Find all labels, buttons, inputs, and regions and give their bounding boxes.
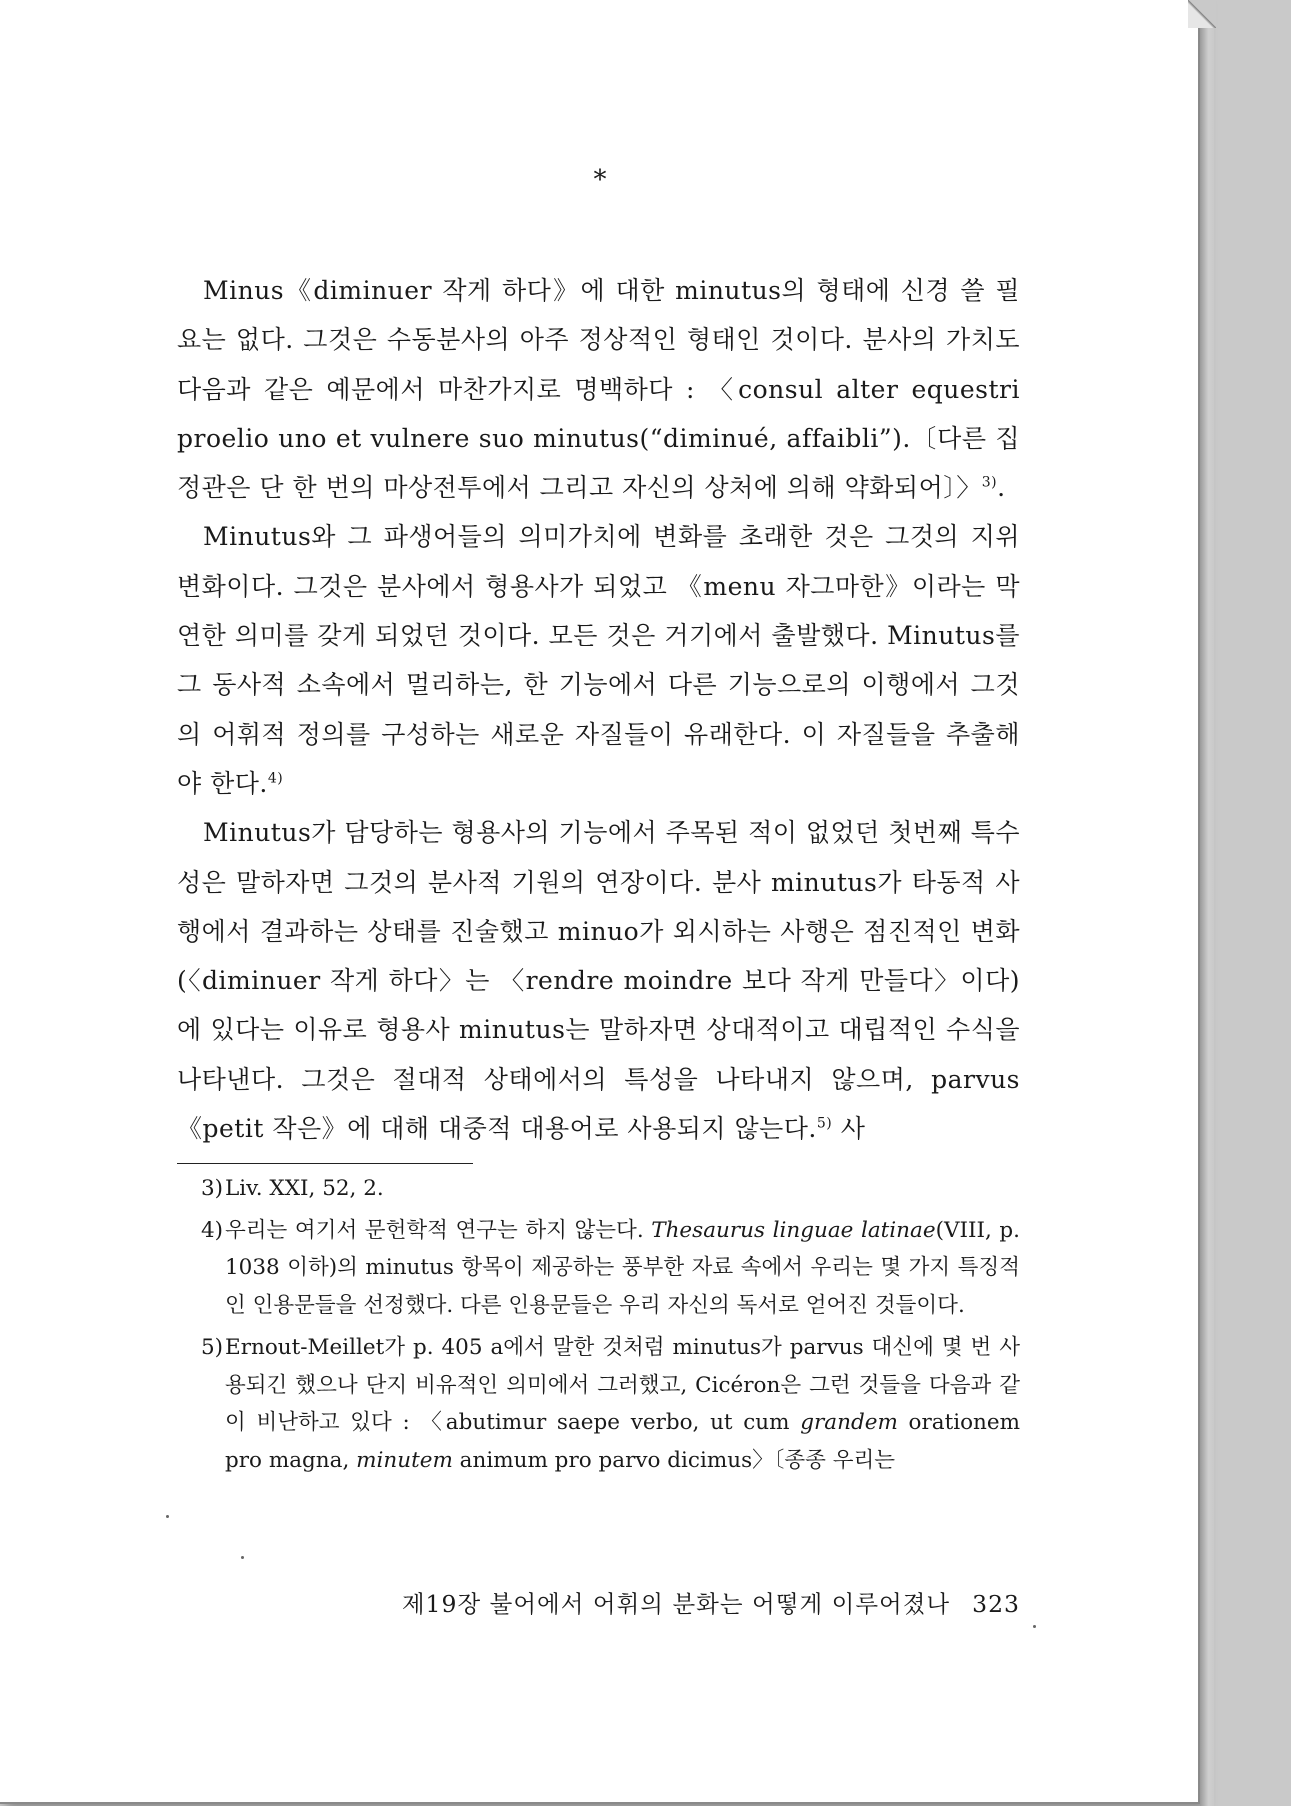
footnote-italic: Thesaurus linguae latinae <box>651 1217 936 1243</box>
paragraph-text: Minutus와 그 파생어들의 의미가치에 변화를 초래한 것은 그것의 지위 변화이다. 그것은 분사에서 형용사가 되었고 《menu 자그마한》이라는 막연한 의미를 갖게 되었던 것이다. 모든 것은 거기에서 출발했다. Minutus를 그 동사적 소속에서 멀리하는, 한 기능에서 다른 기능으로의 이행에서 그것의 어휘적 정의를 구성하는 새로운 자질들이 유래한다. 이 자질들을 추출해야 한다. <box>177 522 1020 798</box>
footnote-text: animum pro parvo dicimus〉〔종종 우리는 <box>452 1447 896 1473</box>
page-edge <box>1200 0 1214 1806</box>
footnote-ref[interactable]: 3) <box>981 474 998 491</box>
scan-speck <box>241 1556 244 1559</box>
footnote-text: 우리는 여기서 문헌학적 연구는 하지 않는다. <box>225 1217 652 1243</box>
footnote-text: Ernout-Meillet가 p. 405 a에서 말한 것처럼 minutus가 parvus 대신에 몇 번 사용되긴 했으나 단지 비유적인 의미에서 그러했고, Cicéron은 그런 것들을 다음과 같이 비난하고 있다 : 〈abutimur saepe verbo, ut cum <box>225 1334 1020 1436</box>
running-footer <box>345 1585 1020 1619</box>
footnote-text: Liv. XXI, 52, 2. <box>225 1176 384 1201</box>
paragraph-continuation: 사 <box>840 1114 866 1144</box>
paragraph-text: Minutus가 담당하는 형용사의 기능에서 주목된 적이 없었던 첫번째 특수성은 말하자면 그것의 분사적 기원의 연장이다. 분사 minutus가 타동적 사행에서 결과하는 상태를 진술했고 minuo가 외시하는 사행은 점진적인 변화(〈diminuer 작게 하다〉는 〈rendre moindre 보다 작게 만들다〉이다)에 있다는 이유로 형용사 minutus는 말하자면 상대적이고 대립적인 수식을 나타낸다. 그것은 절대적 상태에서의 특성을 나타내지 않으며, parvus《petit 작은》에 대해 대중적 대용어로 사용되지 않는다. <box>177 818 1020 1144</box>
page-curl <box>1188 0 1216 28</box>
footnote <box>201 1170 1020 1208</box>
paragraph: Minus《diminuer 작게 하다》에 대한 minutus의 형태에 신경 쓸 필요는 없다. 그것은 수동분사의 아주 정상적인 형태인 것이다. 분사의 가치도 다음과 같은 예문에서 마찬가지로 명백하다 : 〈consul alter equestri proelio uno et vulnere suo minutus(“diminué, affaibli”).〔다른 집정관은 단 한 번의 마상전투에서 그리고 자신의 상처에 의해 약화되어〕〉$^{3)}$. <box>177 276 1020 503</box>
chapter-title: 제19장 불어에서 어휘의 분화는 어떻게 이루어졌나 <box>401 1590 951 1618</box>
footnote-text: orationem pro magna, <box>225 1410 1020 1473</box>
footnote <box>201 1329 1020 1480</box>
footnote-ref[interactable]: 4) <box>267 770 284 787</box>
footnote-number: 5) <box>201 1334 224 1360</box>
scan-speck <box>1033 1625 1036 1628</box>
footnote-number: 3) <box>201 1176 224 1201</box>
section-separator: * <box>593 165 607 195</box>
footnote-divider <box>177 1163 473 1164</box>
footnote-ref[interactable]: 5) <box>816 1115 833 1132</box>
footnote-text: (VIII, p. 1038 이하)의 minutus 항목이 제공하는 풍부한 자료 속에서 우리는 몇 가지 특징적인 인용문들을 선정했다. 다른 인용문들은 우리 자신의 독서로 얻어진 것들이다. <box>225 1217 1020 1319</box>
footnote <box>201 1212 1020 1325</box>
body-text <box>177 266 1020 1153</box>
footnotes <box>201 1170 1020 1484</box>
footnote-italic: minutem <box>356 1447 453 1473</box>
paragraph <box>177 808 1020 1153</box>
footnote-italic: grandem <box>800 1410 898 1436</box>
footnote-number: 4) <box>201 1217 224 1243</box>
scan-speck <box>166 1515 169 1518</box>
paragraph <box>177 512 1020 808</box>
page-number: 323 <box>972 1590 1020 1618</box>
paragraph-text: Minus《diminuer 작게 하다》에 대한 minutus의 형태에 신경 쓸 필요는 없다. 그것은 수동분사의 아주 정상적인 형태인 것이다. 분사의 가치도 다음과 같은 예문에서 마찬가지로 명백하다 : 〈consul alter equestri proelio uno et vulnere suo minutus(“diminué, affaibli”).〔다른 집정관은 단 한 번의 마상전투에서 그리고 자신의 상처에 의해 약화되어〕〉 <box>177 276 1020 503</box>
